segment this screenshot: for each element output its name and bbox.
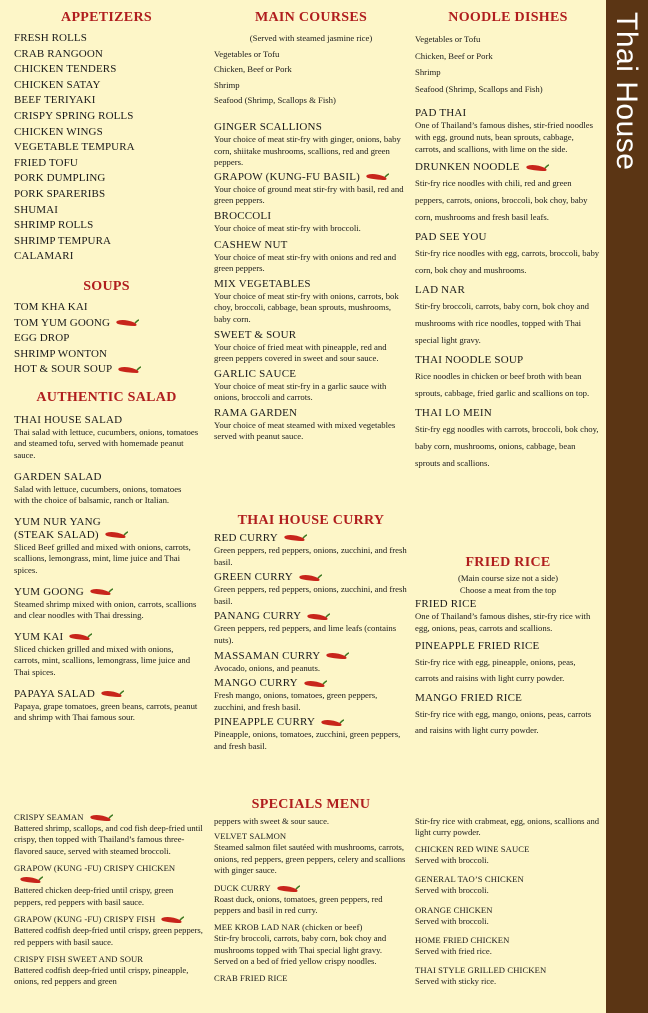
dish-name: DRUNKEN NOODLE: [415, 161, 601, 174]
dish-name: PINEAPPLE CURRY: [214, 716, 408, 729]
dish-name: GRAPOW (KUNG-FU BASIL): [214, 171, 408, 184]
option: Seafood (Shrimp, Scallops & Fish): [214, 95, 336, 106]
dish-name: RED CURRY: [214, 532, 408, 545]
curry-heading: THAI HOUSE CURRY: [237, 513, 385, 528]
specials-col1: [14, 812, 204, 988]
dish-desc: Steamed shrimp mixed with onion, carrots, scallions and clear noodles with Thai dressing.: [14, 598, 197, 621]
spicy-pepper-icon: [303, 679, 327, 689]
menu-item: CHICKEN WINGS: [14, 125, 103, 138]
option: Vegetables or Tofu: [415, 34, 481, 44]
dish-name: GREEN CURRY: [214, 571, 408, 584]
main-courses-heading: MAIN COURSES: [254, 10, 368, 25]
dish-desc: Fresh mango, onions, tomatoes, green peppers, zucchini, and fresh basil.: [214, 690, 378, 712]
dish-desc: Your choice of meat steamed with mixed vegetables served with peanut sauce.: [214, 419, 396, 442]
dish-desc: Sliced chicken grilled and mixed with onions, carrots, mint, scallions, lemongrass, lime juice and Thai spices.: [14, 643, 191, 677]
menu-item: CHICKEN TENDERS: [14, 63, 117, 76]
dish-desc: Green peppers, red peppers, onions, zucchini, and fresh basil.: [214, 584, 407, 606]
dish-name: MASSAMAN CURRY: [214, 650, 408, 663]
special-desc: Battered codfish deep-fried until crispy, green peppers, red peppers with basil sauce.: [14, 925, 203, 947]
dish-desc: Stir-fry egg noodles with carrots, broccoli, bok choy, baby corn, mushrooms, onions, cabbage, bean sprouts and scallions.: [415, 424, 599, 469]
dish-desc: Stir-fry broccoli, carrots, baby corn, bok choy and mushrooms with rice noodles, topped with Thai special light gravy.: [415, 301, 590, 346]
special-name: DUCK CURRY: [214, 883, 408, 894]
menu-item: VEGETABLE TEMPURA: [14, 141, 135, 154]
dish-desc: Rice noodles in chicken or beef broth with bean sprouts, cabbage, fried garlic and scallions on top.: [415, 371, 590, 399]
spicy-pepper-icon: [115, 318, 139, 328]
soups-list: [14, 300, 199, 378]
spicy-pepper-icon: [306, 612, 330, 622]
special-name: GENERAL TAO’S CHICKEN: [415, 874, 524, 885]
menu-item: TOM KHA KAI: [14, 300, 88, 313]
menu-item: SHRIMP ROLLS: [14, 219, 94, 232]
spicy-pepper-icon: [89, 813, 113, 823]
dish-name: PAD SEE YOU: [415, 231, 487, 244]
dish-name: MANGO FRIED RICE: [415, 692, 523, 705]
dish-desc: Your choice of meat stir-fry with broccoli.: [214, 222, 361, 233]
special-name: CHICKEN RED WINE SAUCE: [415, 843, 530, 854]
menu-item: CRAB RANGOON: [14, 47, 103, 60]
option: Chicken, Beef or Pork: [214, 64, 292, 75]
dish-desc: Pineapple, onions, tomatoes, zucchini, green peppers, and fresh basil.: [214, 729, 401, 751]
dish-desc: Your choice of meat stir-fry in a garlic sauce with onions, broccoli and carrots.: [214, 380, 387, 403]
noodle-options: [415, 31, 601, 97]
dish-name: GARDEN SALAD: [14, 470, 102, 483]
noodle-list: [415, 107, 601, 472]
column-right: [415, 0, 601, 987]
dish-desc: Your choice of meat stir-fry with onions, carrots, bok choy, broccoli, cabbage, bean sprouts, mushrooms, baby corn.: [214, 290, 399, 324]
menu-item: EGG DROP: [14, 332, 70, 345]
special-desc: Battered chicken deep-fried until crispy, green peppers, red peppers with basil sauce.: [14, 885, 174, 907]
dish-desc: Your choice of fried meat with pineapple, red and green peppers covered in sweet and sour sauce.: [214, 341, 387, 364]
menu-item: BEEF TERIYAKI: [14, 94, 96, 107]
dish-name: PAPAYA SALAD: [14, 688, 199, 701]
menu-item: SHUMAI: [14, 203, 58, 216]
brand-title: Thai House: [610, 12, 643, 171]
dish-name: RAMA GARDEN: [214, 406, 298, 419]
special-name: GRAPOW (KUNG -FU) CRISPY FISH: [14, 914, 204, 925]
spicy-pepper-icon: [276, 884, 300, 894]
dish-desc: One of Thailand’s famous dishes, stir-fried noodles with egg, ground nuts, bean sprouts, cabbage, carrots, and scallions, with lime on the side.: [415, 120, 593, 154]
spicy-pepper-icon: [100, 689, 124, 699]
dish-name: PINEAPPLE FRIED RICE: [415, 640, 540, 653]
dish-name: GARLIC SAUCE: [214, 367, 297, 380]
appetizers-list: [14, 31, 199, 265]
special-desc: Served with sticky rice.: [415, 976, 497, 987]
dish-name: MANGO CURRY: [214, 677, 408, 690]
dish-name: THAI NOODLE SOUP: [415, 354, 524, 367]
soups-heading: SOUPS: [83, 278, 130, 294]
special-name: CRAB FRIED RICE: [214, 972, 288, 983]
menu-item: SHRIMP TEMPURA: [14, 234, 112, 247]
dish-name: YUM GOONG: [14, 586, 199, 599]
specials-col3: [415, 816, 601, 988]
specials-col2: [214, 816, 408, 984]
spicy-pepper-icon: [320, 718, 344, 728]
spicy-pepper-icon: [68, 632, 92, 642]
special-desc: Stir-fry broccoli, carrots, baby corn, bok choy and mushrooms topped with Thai special light gravy. Served on a bed of fried yellow crispy noodles.: [214, 933, 387, 967]
special-name: GRAPOW (KUNG -FU) CRISPY CHICKEN: [14, 863, 204, 885]
dish-name: BROCCOLI: [214, 209, 272, 222]
spicy-pepper-icon: [19, 875, 43, 885]
spicy-pepper-icon: [89, 587, 113, 597]
dish-desc: Your choice of meat stir-fry with onions and red and green peppers.: [214, 251, 397, 274]
dish-name: PANANG CURRY: [214, 610, 408, 623]
fried-rice-note: (Main course size not a side) Choose a meat from the top: [457, 573, 559, 595]
special-desc: Battered shrimp, scallops, and cod fish deep-fried until crispy, then topped with Thailand’s famous three-flavored sauce, served with steamed broccoli.: [14, 823, 203, 856]
specials-heading: SPECIALS MENU: [251, 797, 371, 812]
dish-name: GINGER SCALLIONS: [214, 120, 323, 133]
menu-item: FRIED TOFU: [14, 156, 78, 169]
curry-list: [214, 528, 408, 753]
spicy-pepper-icon: [365, 172, 389, 182]
dish-desc: Your choice of meat stir-fry with ginger, onions, baby corn, shiitake mushrooms, scallions, red and green peppers.: [214, 133, 401, 168]
special-desc: Served with broccoli.: [415, 915, 489, 926]
special-desc: Battered codfish deep-fried until crispy, pineapple, onions, red peppers and green: [14, 964, 189, 987]
special-name: ORANGE CHICKEN: [415, 904, 493, 915]
dish-desc: Stir-fry rice noodles with egg, carrots, broccoli, baby corn, bok choy and mushrooms.: [415, 248, 600, 276]
dish-desc: Stir-fry rice noodles with chili, red and green peppers, carrots, onions, broccoli, bok choy, baby corn, mushrooms and fresh basil leafs.: [415, 178, 588, 223]
dish-name: THAI LO MEIN: [415, 407, 492, 420]
dish-desc: One of Thailand’s famous dishes, stir-fry rice with egg, onions, peas, carrots and scallions.: [415, 611, 591, 633]
dish-desc: Thai salad with lettuce, cucumbers, onions, tomatoes and steamed tofu, served with homemade peanut sauce.: [14, 426, 199, 461]
menu-item: SHRIMP WONTON: [14, 347, 108, 360]
menu-item: CRISPY SPRING ROLLS: [14, 109, 134, 122]
special-desc: Stir-fry rice with crabmeat, egg, onions, scallions and light curry powder.: [415, 816, 600, 838]
option: Shrimp: [214, 79, 240, 90]
spicy-pepper-icon: [160, 915, 184, 925]
special-name: THAI STYLE GRILLED CHICKEN: [415, 965, 547, 976]
dish-name: MIX VEGETABLES: [214, 277, 311, 290]
special-desc: Served with broccoli.: [415, 885, 489, 896]
dish-name: FRIED RICE: [415, 598, 477, 610]
noodle-heading: NOODLE DISHES: [448, 10, 568, 25]
dish-name: CASHEW NUT: [214, 238, 288, 251]
option: Seafood (Shrimp, Scallops and Fish): [415, 83, 543, 94]
dish-desc: Sliced Beef grilled and mixed with onions, carrots, scallions, lemongrass, mint, lime juice and Thai spices.: [14, 541, 191, 576]
option: Chicken, Beef or Pork: [415, 50, 493, 61]
menu-item: FRESH ROLLS: [14, 32, 87, 44]
special-desc: peppers with sweet & sour sauce.: [214, 816, 330, 826]
menu-item: PORK SPARERIBS: [14, 187, 106, 200]
salad-list: [14, 414, 199, 724]
dish-desc: Green peppers, red peppers, onions, zucchini, and fresh basil.: [214, 545, 407, 567]
special-name: CRISPY FISH SWEET AND SOUR: [14, 953, 144, 964]
dish-name: YUM KAI: [14, 631, 199, 644]
special-name: CRISPY SEAMAN: [14, 812, 204, 823]
menu-item: TOM YUM GOONG: [14, 316, 199, 332]
spicy-pepper-icon: [298, 573, 322, 583]
salad-heading: AUTHENTIC SALAD: [36, 389, 177, 405]
dish-name: LAD NAR: [415, 284, 465, 297]
special-desc: Served with broccoli.: [415, 854, 489, 865]
spicy-pepper-icon: [117, 365, 141, 375]
dish-name: THAI HOUSE SALAD: [14, 413, 123, 426]
dish-name: PAD THAI: [415, 107, 467, 120]
dish-desc: Green peppers, red peppers, and lime leafs (contains nuts).: [214, 623, 397, 645]
menu-item: HOT & SOUR SOUP: [14, 362, 199, 378]
spicy-pepper-icon: [104, 530, 128, 540]
option: Vegetables or Tofu: [214, 48, 280, 59]
fried-rice-list: [415, 594, 601, 738]
column-left: [14, 0, 203, 987]
spicy-pepper-icon: [525, 163, 549, 173]
menu-item: CALAMARI: [14, 250, 74, 263]
column-middle: [214, 0, 408, 983]
dish-desc: Stir-fry rice with egg, mango, onions, peas, carrots and raisins with light curry powder.: [415, 709, 592, 735]
main-options: [214, 47, 408, 109]
dish-desc: Stir-fry rice with egg, pineapple, onions, peas, carrots and raisins with light curry powder.: [415, 657, 576, 683]
special-name: HOME FRIED CHICKEN: [415, 935, 510, 946]
spicy-pepper-icon: [325, 651, 349, 661]
appetizers-heading: APPETIZERS: [61, 10, 152, 25]
special-desc: Served with fried rice.: [415, 946, 492, 957]
dish-desc: Your choice of ground meat stir-fry with basil, red and green peppers.: [214, 183, 404, 206]
menu-item: CHICKEN SATAY: [14, 78, 101, 91]
dish-desc: Avocado, onions, and peanuts.: [214, 662, 320, 673]
special-desc: Steamed salmon filet sautéed with mushrooms, carrots, onions, red peppers, green peppers, celery and scallions with ginger sauce.: [214, 842, 406, 876]
spicy-pepper-icon: [283, 533, 307, 543]
menu-item: PORK DUMPLING: [14, 172, 106, 185]
special-name: MEE KROB LAD NAR (chicken or beef): [214, 922, 363, 933]
option: Shrimp: [415, 67, 441, 78]
dish-desc: Salad with lettuce, cucumbers, onions, tomatoes with the choice of balsamic, ranch or Italian.: [14, 483, 182, 506]
dish-name-sub: (STEAK SALAD): [14, 529, 199, 542]
dish-name: SWEET & SOUR: [214, 328, 297, 341]
special-desc: Roast duck, onions, tomatoes, green peppers, red peppers and basil in red curry.: [214, 893, 383, 916]
main-list: [214, 121, 408, 443]
dish-name: YUM NUR YANG: [14, 515, 101, 528]
main-courses-note: (Served with steamed jasmine rice): [249, 33, 373, 43]
special-name: VELVET SALMON: [214, 831, 287, 842]
dish-desc: Papaya, grape tomatoes, green beans, carrots, peanut and shrimp with Thai famous sour.: [14, 700, 198, 723]
fried-rice-heading: FRIED RICE: [465, 555, 551, 570]
